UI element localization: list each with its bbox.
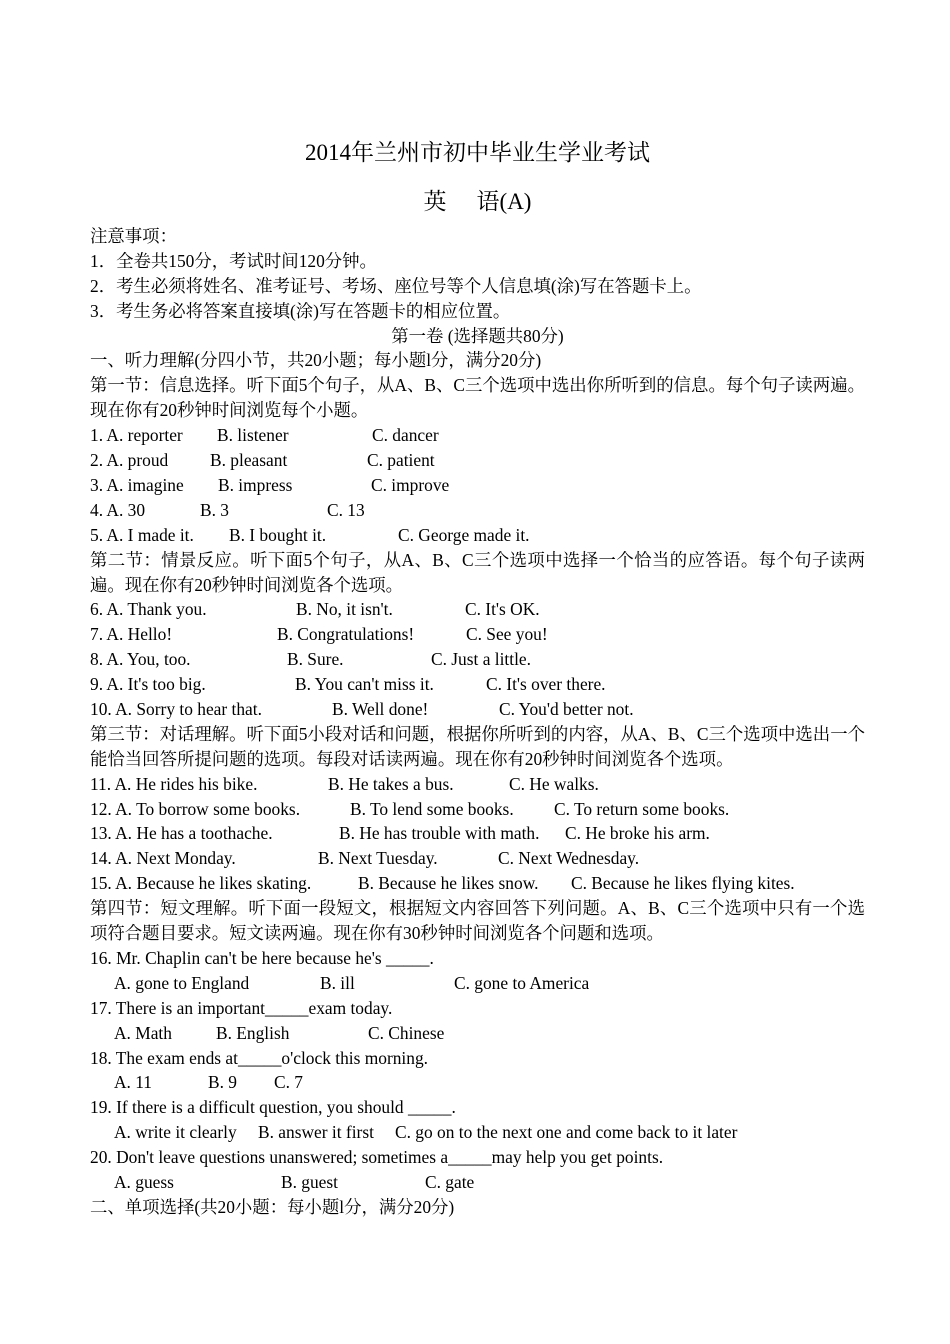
question-9 xyxy=(90,672,865,697)
subject-char-1: 英 xyxy=(423,189,447,214)
option-a: 1. A. reporter xyxy=(90,425,183,446)
part1-heading: 一、听力理解(分四小节，共20小题；每小题l分，满分20分) xyxy=(90,350,542,371)
option-b: B. To lend some books. xyxy=(350,798,514,819)
option-c: C. Just a little. xyxy=(431,649,531,670)
option-a: 9. A. It's too big. xyxy=(90,674,206,695)
option-a: 7. A. Hello! xyxy=(90,624,173,645)
option-c: C. It's over there. xyxy=(486,674,606,695)
section1-intro: 第一节：信息选择。听下面5个句子，从A、B、C三个选项中选出你所听到的信息。每个句子读两遍。现在你有20秒钟时间浏览每个小题。 xyxy=(90,375,865,421)
option-b: B. pleasant xyxy=(210,450,288,471)
option-b: B. Congratulations! xyxy=(277,624,415,645)
option-a: 6. A. Thank you. xyxy=(90,599,207,620)
question-12 xyxy=(90,797,865,822)
exam-body xyxy=(90,224,865,1220)
option-b: B. answer it first xyxy=(258,1122,374,1143)
option-c: C. 13 xyxy=(327,499,365,520)
question-3 xyxy=(90,473,865,498)
option-a: 12. A. To borrow some books. xyxy=(90,798,301,819)
question-5 xyxy=(90,523,865,548)
option-a: 13. A. He has a toothache. xyxy=(90,823,273,844)
option-c: C. George made it. xyxy=(398,524,530,545)
section3-intro: 第三节：对话理解。听下面5小段对话和问题，根据你所听到的内容，从A、B、C三个选项中选出一个能恰当回答所提问题的选项。每段对话读两遍。现在你有20秒钟时间浏览各个选项。 xyxy=(90,723,865,769)
option-b: B. Sure. xyxy=(287,649,344,670)
option-b: B. 9 xyxy=(208,1072,237,1093)
option-b: B. listener xyxy=(217,425,289,446)
section2-intro: 第二节：情景反应。听下面5个句子，从A、B、C三个选项中选择一个恰当的应答语。每个句子读两遍。现在你有20秒钟时间浏览各个选项。 xyxy=(90,549,865,595)
option-c: C. dancer xyxy=(372,425,439,446)
option-c: C. He walks. xyxy=(509,773,599,794)
part2-heading: 二、单项选择(共20小题：每小题l分，满分20分) xyxy=(90,1196,455,1217)
option-b: B. Because he likes snow. xyxy=(358,873,539,894)
option-a: 3. A. imagine xyxy=(90,474,184,495)
option-a: A. gone to England xyxy=(114,972,250,993)
option-c: C. See you! xyxy=(466,624,548,645)
question-19-options xyxy=(90,1120,865,1145)
notes-heading: 注意事项： xyxy=(90,226,177,246)
question-14 xyxy=(90,846,865,871)
question-18-options xyxy=(90,1070,865,1095)
option-b: B. ill xyxy=(320,972,355,993)
question-20-stem: 20. Don't leave questions unanswered; sometimes a_____may help you get points. xyxy=(90,1147,664,1168)
question-18-stem: 18. The exam ends at_____o'clock this morning. xyxy=(90,1047,429,1068)
volume-heading: 第一卷 (选择题共80分) xyxy=(391,325,564,346)
question-1 xyxy=(90,423,865,448)
option-b: B. 3 xyxy=(200,499,229,520)
question-4 xyxy=(90,498,865,523)
option-a: 4. A. 30 xyxy=(90,499,146,520)
note-item: 1．全卷共150分，考试时间120分钟。 xyxy=(90,250,377,271)
option-b: B. impress xyxy=(218,474,293,495)
exam-subject xyxy=(90,183,865,216)
subject-char-2: 语(A) xyxy=(476,189,532,214)
option-c: C. 7 xyxy=(274,1072,303,1093)
section4-intro: 第四节：短文理解。听下面一段短文，根据短文内容回答下列问题。A、B、C三个选项中只有一个选项符合题目要求。短文读两遍。现在你有30秒钟时间浏览各个问题和选项。 xyxy=(90,898,865,944)
question-20-options xyxy=(90,1170,865,1195)
question-2 xyxy=(90,448,865,473)
question-19-stem: 19. If there is a difficult question, you should _____. xyxy=(90,1097,456,1118)
option-b: B. English xyxy=(216,1022,290,1043)
option-a: A. write it clearly xyxy=(114,1122,237,1143)
question-17-options xyxy=(90,1021,865,1046)
option-c: C. gone to America xyxy=(454,972,590,993)
question-10 xyxy=(90,697,865,722)
option-c: C. patient xyxy=(367,450,435,471)
question-8 xyxy=(90,647,865,672)
option-b: B. Well done! xyxy=(332,698,429,719)
question-15 xyxy=(90,871,865,896)
question-13 xyxy=(90,821,865,846)
question-11 xyxy=(90,772,865,797)
option-b: B. He takes a bus. xyxy=(328,773,454,794)
option-a: A. 11 xyxy=(114,1072,152,1093)
exam-title: 2014年兰州市初中毕业生学业考试 xyxy=(305,140,650,165)
question-16-stem: 16. Mr. Chaplin can't be here because he's _____. xyxy=(90,947,434,968)
option-b: B. He has trouble with math. xyxy=(339,823,540,844)
option-c: C. He broke his arm. xyxy=(565,823,710,844)
option-c: C. You'd better not. xyxy=(499,698,634,719)
question-7 xyxy=(90,622,865,647)
option-c: C. Because he likes flying kites. xyxy=(571,873,795,894)
option-a: 8. A. You, too. xyxy=(90,649,191,670)
question-6 xyxy=(90,597,865,622)
option-b: B. guest xyxy=(281,1171,339,1192)
note-item: 2．考生必须将姓名、准考证号、考场、座位号等个人信息填(涂)写在答题卡上。 xyxy=(90,275,702,296)
option-a: 5. A. I made it. xyxy=(90,524,194,545)
option-b: B. I bought it. xyxy=(229,524,327,545)
option-c: C. gate xyxy=(425,1171,475,1192)
option-c: C. It's OK. xyxy=(465,599,540,620)
option-b: B. You can't miss it. xyxy=(295,674,434,695)
question-17-stem: 17. There is an important_____exam today. xyxy=(90,997,393,1018)
option-a: 14. A. Next Monday. xyxy=(90,848,236,869)
option-a: 10. A. Sorry to hear that. xyxy=(90,698,262,719)
question-16-options xyxy=(90,971,865,996)
option-c: C. improve xyxy=(371,474,450,495)
option-c: C. Chinese xyxy=(368,1022,445,1043)
option-a: 15. A. Because he likes skating. xyxy=(90,873,312,894)
option-c: C. To return some books. xyxy=(554,798,730,819)
option-c: C. Next Wednesday. xyxy=(498,848,640,869)
option-a: 2. A. proud xyxy=(90,450,169,471)
option-a: 11. A. He rides his bike. xyxy=(90,773,258,794)
option-a: A. Math xyxy=(114,1022,172,1043)
option-b: B. No, it isn't. xyxy=(296,599,393,620)
option-b: B. Next Tuesday. xyxy=(318,848,438,869)
note-item: 3．考生务必将答案直接填(涂)写在答题卡的相应位置。 xyxy=(90,300,511,321)
option-a: A. guess xyxy=(114,1171,174,1192)
option-c: C. go on to the next one and come back to it later xyxy=(395,1122,738,1143)
